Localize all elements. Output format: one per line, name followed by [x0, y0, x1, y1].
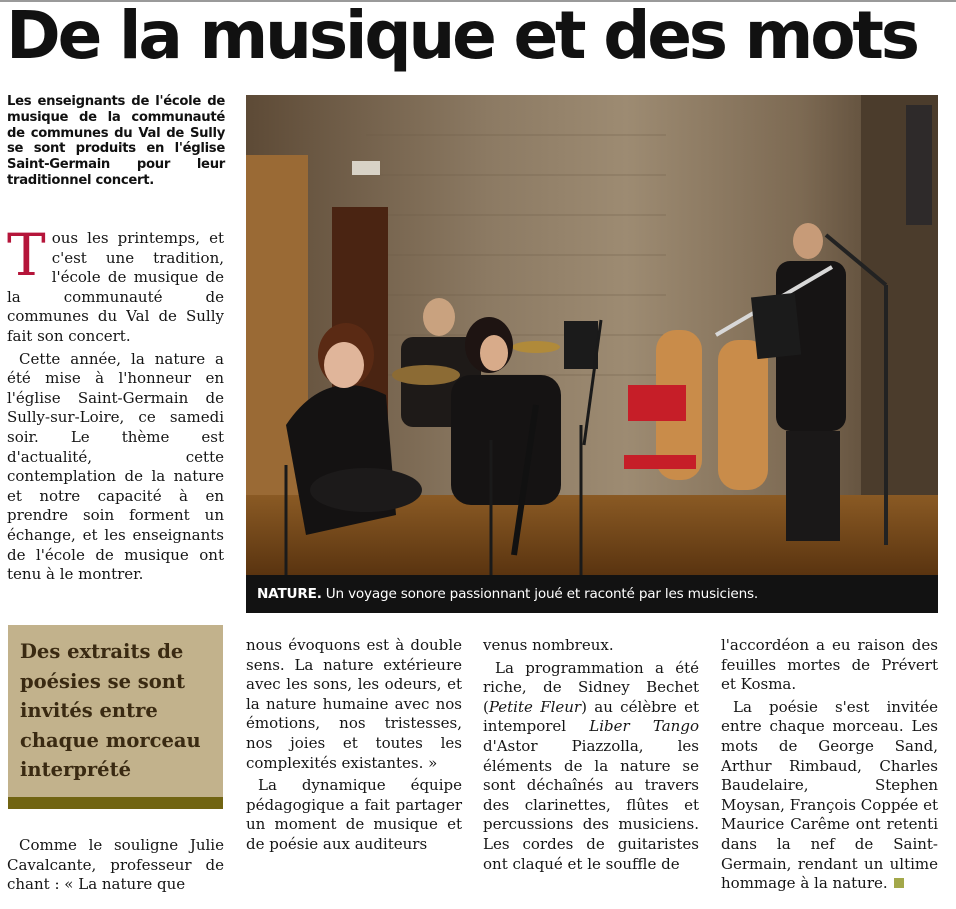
article-column-1-continued [7, 836, 224, 898]
caption-lead: NATURE. [257, 586, 322, 602]
text-run: La poésie s'est invitée entre chaque morceau. Les mots de George Sand, Arthur Rimbaud, Charles Baudelaire, Stephen Moysan, François Coppée et Maurice Carême ont retenti dans la nef de Saint-Germain, rendant un ultime hommage à la nature. [721, 697, 938, 893]
concert-photo-illustration [246, 95, 938, 575]
article-column-2 [246, 636, 462, 858]
photo-caption [246, 575, 938, 613]
paragraph: Cette année, la nature a été mise à l'honneur en l'église Saint-Germain de Sully-sur-Loire, ce samedi soir. Le thème est d'actualité, cette contemplation de la nature et notre capacité à en prendre soin forment un échange, et les enseignants de l'école de musique ont tenu à le montrer. [7, 349, 224, 584]
pull-quote [8, 625, 223, 797]
paragraph-final [721, 698, 938, 894]
article-column-3 [483, 636, 699, 877]
end-mark [894, 878, 904, 888]
paragraph: La dynamique équipe pédagogique a fait partager un moment de musique et de poésie aux auditeurs [246, 776, 462, 853]
pull-quote-bar [8, 797, 223, 809]
drop-cap: T [7, 221, 46, 289]
text-run: La programmation a été riche, de Sidney Bechet ( [483, 658, 699, 716]
pull-quote-text: Des extraits de poésies se sont invités entre chaque morceau interprété [20, 640, 201, 781]
paragraph-programme [483, 659, 699, 875]
headline: De la musique et des mots [6, 0, 917, 74]
work-title: Liber Tango [589, 717, 699, 736]
text-run: ) au célèbre et intemporel [483, 697, 699, 736]
paragraph: venus nombreux. [483, 636, 614, 654]
work-title: Petite Fleur [488, 697, 582, 716]
caption-text: Un voyage sonore passionnant joué et raconté par les musiciens. [321, 586, 758, 602]
intro-text: ous les printemps, et c'est une tradition, l'école de musique de la communauté de communes du Val de Sully fait son concert. [7, 229, 224, 345]
standfirst: Les enseignants de l'école de musique de la communauté de communes du Val de Sully se sont produits en l'église Saint-Germain pour leur traditionnel concert. [7, 94, 225, 188]
paragraph-intro [7, 221, 224, 347]
paragraph: nous évoquons est à double sens. La nature extérieure avec les sons, les odeurs, et la nature humaine avec nos émotions, nos tristesses, nos joies et toutes les complexités existantes. » [246, 636, 462, 772]
text-run: d'Astor Piazzolla, les éléments de la nature se sont déchaînés au travers des clarinettes, flûtes et percussions des musiciens. Les cordes de guitaristes ont claqué et le souffle de [483, 736, 699, 873]
article-column-4 [721, 636, 938, 897]
paragraph: l'accordéon a eu raison des feuilles mortes de Prévert et Kosma. [721, 636, 938, 694]
article-column-1 [7, 221, 224, 588]
concert-photo [246, 95, 938, 575]
paragraph: Comme le souligne Julie Cavalcante, professeur de chant : « La nature que [7, 836, 224, 894]
